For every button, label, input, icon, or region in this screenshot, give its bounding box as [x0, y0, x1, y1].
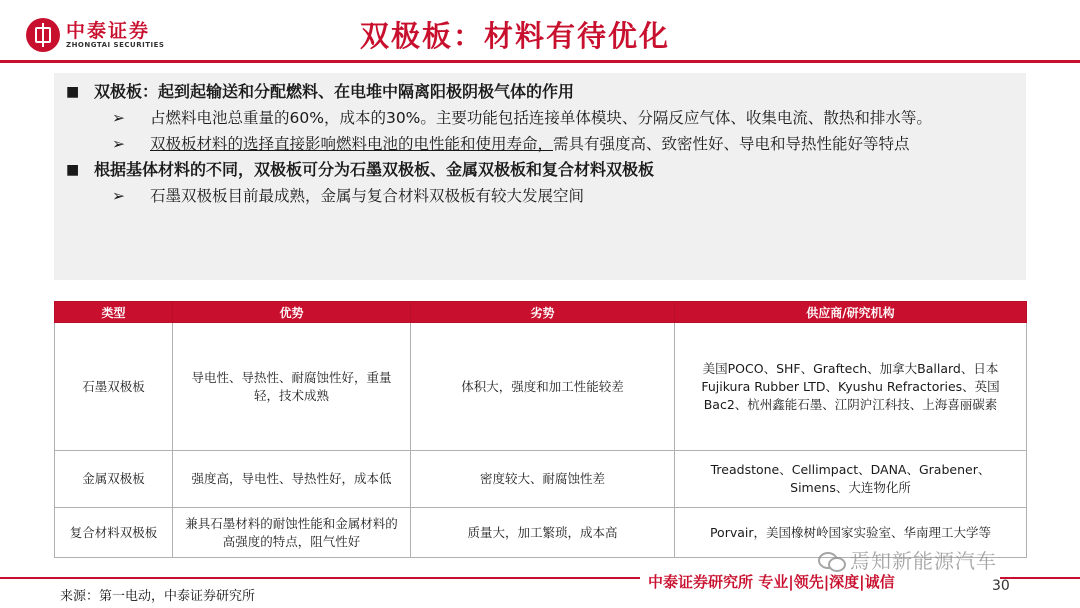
sub-bullet-text: 占燃料电池总重量的60%，成本的30%。主要功能包括连接单体模块、分隔反应气体、收集电流、散热和排水等。 [150, 109, 932, 127]
column-header: 劣势 [411, 302, 675, 323]
summary-box [54, 73, 1026, 280]
supplier-cell: 美国POCO、SHF、Graftech、加拿大Ballard、日本Fujikura Rubber LTD、Kyushu Refractories、英国Bac2、杭州鑫能石墨、江阴沪江科技、上海喜丽碳素 [675, 323, 1027, 451]
bullet-level1 [66, 157, 1014, 183]
title-divider [0, 60, 1080, 63]
type-cell: 石墨双极板 [55, 323, 173, 451]
page-title: 双极板：材料有待优化 [360, 19, 671, 53]
type-cell: 金属双极板 [55, 451, 173, 508]
footer-brand: 中泰证券研究所 专业|领先|深度|诚信 [648, 573, 895, 591]
bullet-text: 根据基体材料的不同，双极板可分为石墨双极板、金属双极板和复合材料双极板 [94, 160, 655, 179]
sub-bullet-text [150, 131, 910, 157]
column-header: 供应商/研究机构 [675, 302, 1027, 323]
advantage-cell: 兼具石墨材料的耐蚀性能和金属材料的高强度的特点，阻气性好 [173, 508, 411, 558]
disadvantage-cell: 质量大，加工繁琐，成本高 [411, 508, 675, 558]
table-row [55, 323, 1027, 451]
type-cell: 复合材料双极板 [55, 508, 173, 558]
square-bullet-icon: ■ [66, 84, 80, 100]
logo-mark-icon [26, 18, 60, 52]
arrow-bullet-icon: ➢ [112, 187, 125, 205]
page-number: 30 [992, 578, 1010, 594]
company-logo [26, 18, 164, 52]
advantage-cell: 导电性、导热性、耐腐蚀性好，重量轻，技术成熟 [173, 323, 411, 451]
bullet-level2 [66, 183, 1014, 209]
square-bullet-icon: ■ [66, 162, 80, 178]
sub-bullet-text-rest: 需具有强度高、致密性好、导电和导热性能好等特点 [553, 135, 910, 153]
watermark [818, 545, 997, 574]
watermark-text: 焉知新能源汽车 [850, 549, 997, 573]
arrow-bullet-icon: ➢ [112, 135, 125, 153]
footer-divider-right [1000, 577, 1080, 579]
logo-english-name: ZHONGTAI SECURITIES [66, 41, 165, 49]
advantage-cell: 强度高，导电性、导热性好，成本低 [173, 451, 411, 508]
source-note: 来源：第一电动，中泰证券研究所 [60, 589, 256, 604]
column-header: 类型 [55, 302, 173, 323]
bullet-level1 [66, 79, 1014, 105]
logo-chinese-name: 中泰证券 [66, 20, 151, 42]
bullet-text: 双极板：起到起输送和分配燃料、在电堆中隔离阳极阴极气体的作用 [94, 82, 575, 101]
comparison-table [54, 301, 1027, 558]
disadvantage-cell: 体积大，强度和加工性能较差 [411, 323, 675, 451]
wechat-icon [818, 550, 844, 570]
table-header-row [55, 302, 1027, 323]
disadvantage-cell: 密度较大、耐腐蚀性差 [411, 451, 675, 508]
table-row [55, 451, 1027, 508]
supplier-cell: Treadstone、Cellimpact、DANA、Grabener、Simens、大连物化所 [675, 451, 1027, 508]
footer-divider-left [0, 577, 640, 579]
underlined-text: 双极板材料的选择直接影响燃料电池的电性能和使用寿命， [150, 135, 554, 153]
sub-bullet-text: 石墨双极板目前最成熟，金属与复合材料双极板有较大发展空间 [150, 187, 585, 205]
bullet-level2 [66, 131, 1014, 157]
supplier-cell: Porvair，美国橡树岭国家实验室、华南理工大学等 [675, 508, 1027, 558]
arrow-bullet-icon: ➢ [112, 109, 125, 127]
bullet-level2 [66, 105, 1014, 131]
column-header: 优势 [173, 302, 411, 323]
